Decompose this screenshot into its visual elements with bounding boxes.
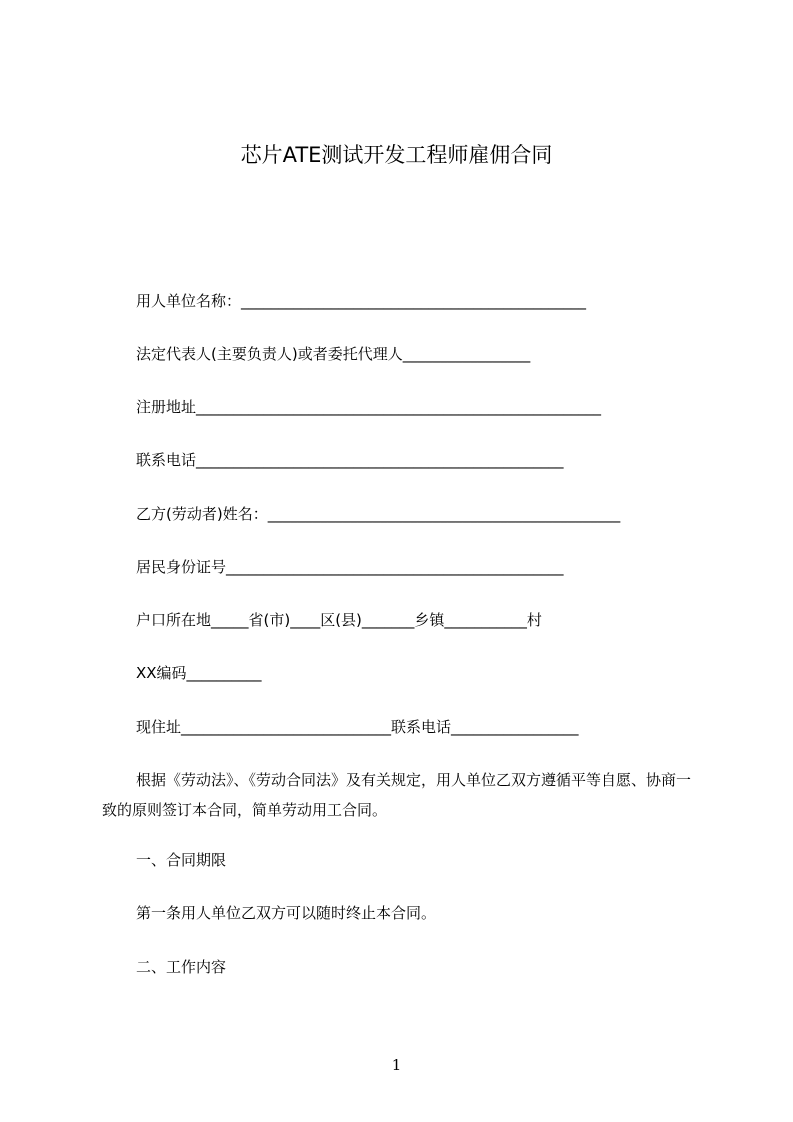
current-address-field: 现住址____________________________联系电话_________________	[136, 718, 579, 736]
legal-representative-field: 法定代表人(主要负责人)或者委托代理人_________________	[136, 345, 531, 363]
page-title: 芯片ATE测试开发工程师雇佣合同	[240, 143, 553, 167]
household-registration-field: 户口所在地_____省(市)____区(县)_______乡镇___________村	[136, 611, 542, 629]
section-heading-term: 一、合同期限	[136, 851, 227, 869]
employee-name-field: 乙方(劳动者)姓名：_______________________________________________	[136, 505, 621, 523]
registered-address-field: 注册地址______________________________________________________	[136, 398, 602, 416]
article-1: 第一条用人单位乙双方可以随时终止本合同。	[136, 904, 437, 922]
id-number-field: 居民身份证号_____________________________________________	[136, 558, 564, 576]
section-heading-work-content: 二、工作内容	[136, 958, 227, 976]
employer-name-field: 用人单位名称：______________________________________________	[136, 292, 587, 310]
contact-phone-field: 联系电话_________________________________________________	[136, 451, 564, 469]
page-number: 1	[391, 1056, 402, 1074]
postal-code-field: XX编码__________	[136, 664, 262, 682]
intro-paragraph: 根据《劳动法》、《劳动合同法》及有关规定，用人单位乙双方遵循平等自愿、协商一致的原则签订本合同，简单劳动用工合同。	[102, 771, 692, 819]
